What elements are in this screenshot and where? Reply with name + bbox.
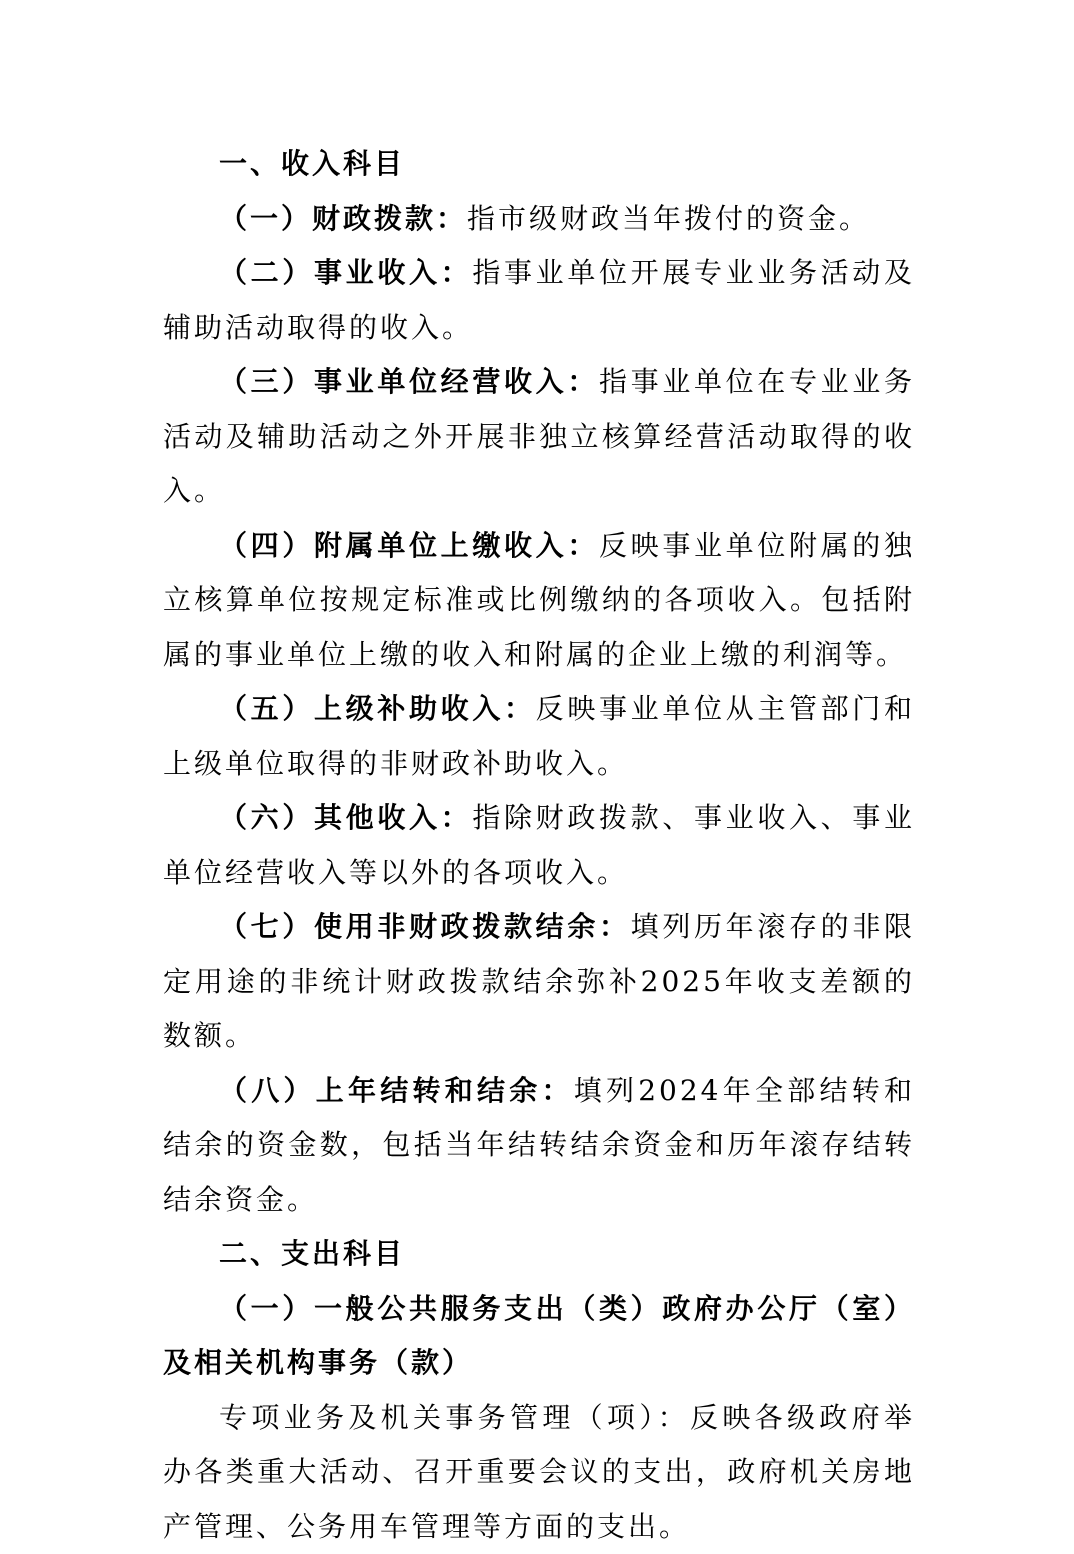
term-label: （四）附属单位上缴收入： — [219, 529, 599, 562]
term-description: 指事业单位在专业业务活动及辅助活动之外开展非独立核算经营活动取得的收入。 — [163, 365, 915, 507]
paragraph-income-8 — [163, 1064, 915, 1228]
document-body — [163, 137, 915, 1554]
term-description: 反映事业单位附属的独立核算单位按规定标准或比例缴纳的各项收入。包括附属的事业单位上缴的收入和附属的企业上缴的利润等。 — [163, 529, 915, 671]
term-label: 专项业务及机关事务管理（项）： — [219, 1401, 690, 1434]
term-description: 反映各级政府举办各类重大活动、召开重要会议的支出，政府机关房地产管理、公务用车管理等方面的支出。 — [163, 1401, 915, 1543]
section-title-expenditure: 二、支出科目 — [163, 1227, 915, 1282]
term-label: （八）上年结转和结余： — [219, 1074, 574, 1107]
paragraph-income-2 — [163, 246, 915, 355]
term-description: 指事业单位开展专业业务活动及辅助活动取得的收入。 — [163, 256, 915, 344]
paragraph-income-5 — [163, 682, 915, 791]
term-label: （二）事业收入： — [219, 256, 472, 289]
paragraph-income-6 — [163, 791, 915, 900]
paragraph-expenditure-1 — [163, 1391, 915, 1554]
paragraph-income-4 — [163, 519, 915, 683]
paragraph-income-3 — [163, 355, 915, 519]
paragraph-income-1 — [163, 192, 915, 247]
section-title-income: 一、收入科目 — [163, 137, 915, 192]
term-description: 填列历年滚存的非限定用途的非统计财政拨款结余弥补2025年收支差额的数额。 — [163, 910, 915, 1052]
term-label: （三）事业单位经营收入： — [219, 365, 599, 398]
subheading-general-public-services: （一）一般公共服务支出（类）政府办公厅（室）及相关机构事务（款） — [163, 1282, 915, 1391]
term-description: 指除财政拨款、事业收入、事业单位经营收入等以外的各项收入。 — [163, 801, 915, 889]
term-label: （七）使用非财政拨款结余： — [219, 910, 631, 943]
term-description: 填列2024年全部结转和结余的资金数，包括当年结转结余资金和历年滚存结转结余资金。 — [163, 1074, 915, 1216]
term-label: （一）财政拨款： — [219, 202, 467, 235]
term-label: （六）其他收入： — [219, 801, 472, 834]
term-description: 反映事业单位从主管部门和上级单位取得的非财政补助收入。 — [163, 692, 915, 780]
term-description: 指市级财政当年拨付的资金。 — [467, 202, 870, 235]
paragraph-income-7 — [163, 900, 915, 1064]
term-label: （五）上级补助收入： — [219, 692, 536, 725]
